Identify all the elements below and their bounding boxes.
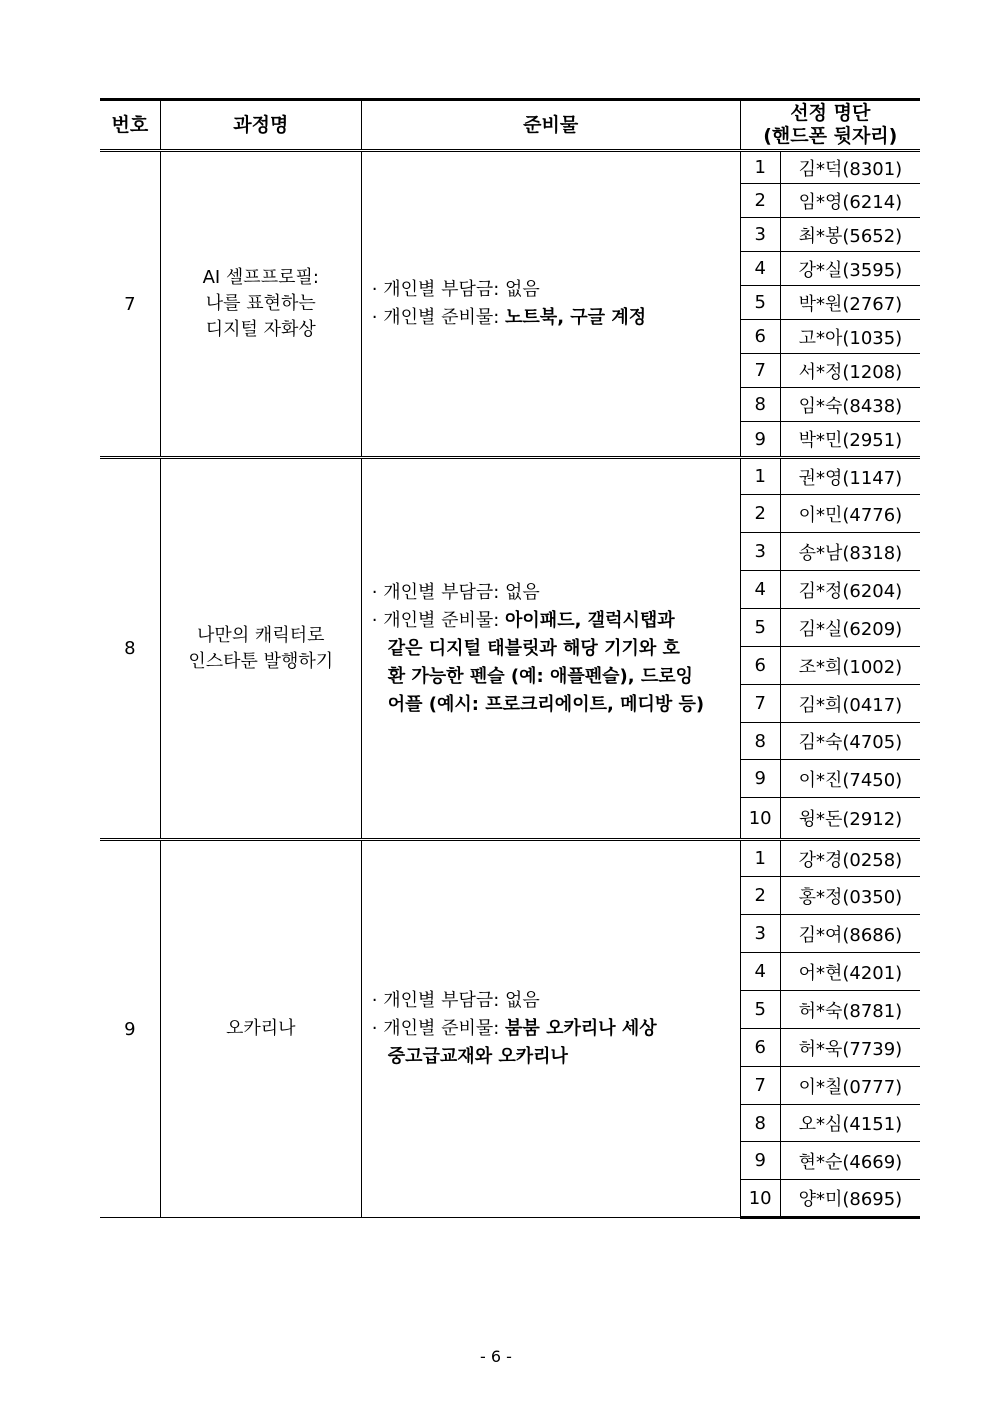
selected-index: 8 [740, 723, 780, 760]
selected-index: 5 [740, 286, 780, 320]
selected-index: 7 [740, 1067, 780, 1105]
selected-index: 4 [740, 953, 780, 991]
selected-index: 8 [740, 1105, 780, 1142]
selected-index: 3 [740, 533, 780, 571]
selected-index: 6 [740, 320, 780, 354]
header-selected-line2: (핸드폰 뒷자리) [763, 125, 898, 147]
selected-index: 10 [740, 1180, 780, 1218]
course-name-line: 오카리나 [225, 1018, 296, 1039]
selected-person: 윙*돈(2912) [780, 798, 920, 840]
selected-index: 1 [740, 151, 780, 184]
course-name [160, 151, 361, 458]
course-number: 9 [100, 840, 160, 1218]
selected-person: 오*심(4151) [780, 1105, 920, 1142]
selected-person: 최*봉(5652) [780, 218, 920, 252]
selected-person: 이*민(4776) [780, 495, 920, 533]
materials-line [372, 663, 730, 691]
selected-person: 임*숙(8438) [780, 388, 920, 422]
selected-person: 어*현(4201) [780, 953, 920, 991]
materials-line [372, 276, 730, 304]
header-num: 번호 [100, 100, 160, 151]
materials-line [372, 579, 730, 607]
header-course-name: 과정명 [160, 100, 361, 151]
selected-index: 4 [740, 571, 780, 609]
page-number: - 6 - [480, 1347, 512, 1366]
materials-label: · 개인별 부담금: 없음 [371, 279, 540, 300]
table-row [100, 458, 920, 495]
selected-person: 이*진(7450) [780, 760, 920, 798]
selected-person: 강*실(3595) [780, 252, 920, 286]
course-name [160, 840, 361, 1218]
selected-person: 임*영(6214) [780, 184, 920, 218]
header-selected-line1: 선정 명단 [790, 102, 871, 124]
selected-index: 2 [740, 495, 780, 533]
materials-value: 어플 (예시: 프로크리에이트, 메디방 등) [387, 693, 705, 715]
course-number: 8 [100, 458, 160, 840]
course-name [160, 458, 361, 840]
selected-index: 1 [740, 840, 780, 877]
selected-index: 8 [740, 388, 780, 422]
materials-line [372, 987, 730, 1015]
materials-label: · 개인별 준비물: [371, 1018, 506, 1039]
selection-table [100, 98, 920, 1219]
table-row [100, 151, 920, 184]
selected-index: 1 [740, 458, 780, 495]
course-name-line: 나를 표현하는 [205, 293, 316, 314]
selected-index: 3 [740, 218, 780, 252]
header-selected-list [740, 100, 920, 151]
materials-label: · 개인별 부담금: 없음 [371, 990, 540, 1011]
selected-index: 5 [740, 609, 780, 647]
selected-index: 10 [740, 798, 780, 840]
materials-line [372, 691, 730, 719]
selected-person: 박*원(2767) [780, 286, 920, 320]
materials-line [372, 635, 730, 663]
selected-person: 권*영(1147) [780, 458, 920, 495]
materials-line [372, 1043, 730, 1071]
course-name-line: AI 셀프프로필: [202, 267, 319, 288]
materials-line [372, 1015, 730, 1043]
selected-index: 3 [740, 915, 780, 953]
selected-index: 9 [740, 760, 780, 798]
selected-index: 6 [740, 647, 780, 685]
materials-line [372, 304, 730, 332]
materials-label: · 개인별 부담금: 없음 [371, 581, 540, 603]
selected-index: 4 [740, 252, 780, 286]
selected-person: 현*순(4669) [780, 1142, 920, 1180]
materials-label: · 개인별 준비물: [371, 609, 506, 631]
selected-person: 김*정(6204) [780, 571, 920, 609]
selected-index: 7 [740, 354, 780, 388]
selected-person: 김*여(8686) [780, 915, 920, 953]
course-materials [361, 458, 740, 840]
selected-person: 고*아(1035) [780, 320, 920, 354]
materials-value: 노트북, 구글 계정 [505, 307, 647, 328]
course-materials [361, 840, 740, 1218]
selected-index: 6 [740, 1029, 780, 1067]
selected-person: 강*경(0258) [780, 840, 920, 877]
materials-value: 붐붐 오카리나 세상 [505, 1018, 657, 1039]
selected-person: 이*칠(0777) [780, 1067, 920, 1105]
course-name-line: 디지털 자화상 [205, 319, 316, 340]
table-row [100, 840, 920, 877]
header-materials: 준비물 [361, 100, 740, 151]
materials-label: · 개인별 준비물: [371, 307, 506, 328]
selected-person: 박*민(2951) [780, 422, 920, 458]
table-header-row [100, 100, 920, 151]
selected-person: 김*숙(4705) [780, 723, 920, 760]
selected-index: 9 [740, 1142, 780, 1180]
selected-person: 양*미(8695) [780, 1180, 920, 1218]
selected-index: 5 [740, 991, 780, 1029]
selected-person: 김*덕(8301) [780, 151, 920, 184]
materials-value: 중고급교재와 오카리나 [387, 1046, 568, 1067]
selected-person: 조*희(1002) [780, 647, 920, 685]
course-name-line: 나만의 캐릭터로 [197, 624, 325, 646]
course-materials [361, 151, 740, 458]
course-number: 7 [100, 151, 160, 458]
materials-value: 아이패드, 갤럭시탭과 [505, 609, 675, 631]
selected-index: 2 [740, 877, 780, 915]
materials-value: 같은 디지털 태블릿과 해당 기기와 호 [387, 637, 680, 659]
materials-line [372, 607, 730, 635]
selected-person: 서*정(1208) [780, 354, 920, 388]
selected-index: 2 [740, 184, 780, 218]
selected-person: 홍*정(0350) [780, 877, 920, 915]
selected-person: 허*숙(8781) [780, 991, 920, 1029]
selected-person: 허*욱(7739) [780, 1029, 920, 1067]
materials-value: 환 가능한 펜슬 (예: 애플펜슬), 드로잉 [387, 665, 694, 687]
selected-person: 김*희(0417) [780, 685, 920, 723]
selected-index: 7 [740, 685, 780, 723]
selected-index: 9 [740, 422, 780, 458]
selected-person: 김*실(6209) [780, 609, 920, 647]
selected-person: 송*남(8318) [780, 533, 920, 571]
course-name-line: 인스타툰 발행하기 [188, 650, 334, 672]
